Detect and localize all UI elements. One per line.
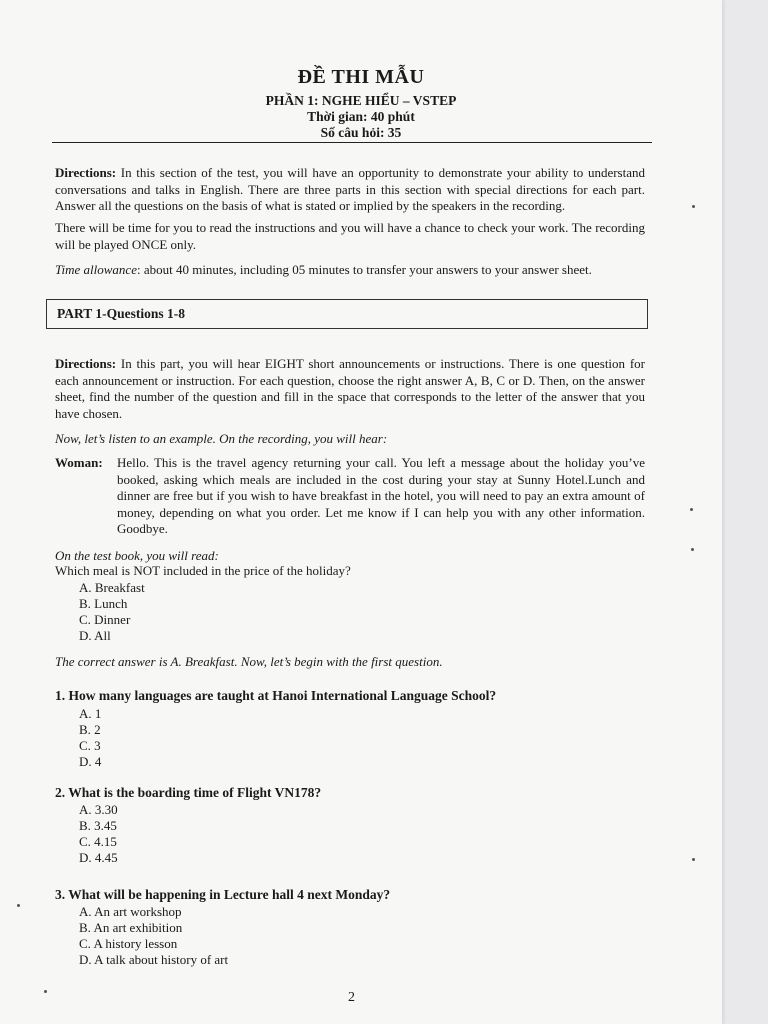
option: B. Lunch xyxy=(79,596,128,611)
option: A. 3.30 xyxy=(79,802,118,817)
speaker-text: Hello. This is the travel agency returning your call. You left a message about the holiday you’ve booked, asking which meals are included in the cost during your stay at Sunny Hotel.Lunch and dinner are free but if you wish to have breakfast in the hotel, you will need to pay an extra amount of money, depending on what you order. Let me know if I can help you with any other information. Goodbye. xyxy=(117,455,645,536)
option: D. All xyxy=(79,628,111,643)
time-allowance: Time allowance: about 40 minutes, including 05 minutes to transfer your answers to your answer sheet. xyxy=(55,262,592,277)
option: A. An art workshop xyxy=(79,904,182,919)
option: C. A history lesson xyxy=(79,936,178,951)
example-intro: Now, let’s listen to an example. On the recording, you will hear: xyxy=(55,431,388,446)
question-count: Số câu hỏi: 35 xyxy=(320,125,402,140)
option: D. 4.45 xyxy=(79,850,118,865)
scan-speck xyxy=(691,548,694,551)
part-directions: Directions: In this part, you will hear EIGHT short announcements or instructions. There is one question for each announcement or instruction. For each question, choose the right answer A, B, C or D. Then, on the answer sheet, find the number of the question and fill in the space that corresponds to the letter of the answer that you have chosen. xyxy=(55,356,645,421)
question-1: 1. How many languages are taught at Hanoi International Language School? xyxy=(55,688,497,703)
scan-speck xyxy=(17,904,20,907)
page-title: ĐỀ THI MẪU xyxy=(297,66,425,88)
option: B. 3.45 xyxy=(79,818,117,833)
scan-speck xyxy=(692,205,695,208)
header-divider xyxy=(52,142,652,143)
question-2-options xyxy=(79,802,118,866)
option: C. Dinner xyxy=(79,612,131,627)
read-intro: On the test book, you will read: xyxy=(55,548,219,563)
option: C. 4.15 xyxy=(79,834,117,849)
question-1-options xyxy=(79,706,101,770)
section-subtitle: PHẦN 1: NGHE HIỂU – VSTEP xyxy=(265,93,457,108)
option: D. 4 xyxy=(79,754,102,769)
option: A. Breakfast xyxy=(79,580,145,595)
time-limit: Thời gian: 40 phút xyxy=(307,109,415,124)
scan-speck xyxy=(690,508,693,511)
option: A. 1 xyxy=(79,706,102,721)
part-heading: PART 1-Questions 1-8 xyxy=(57,306,186,321)
scan-speck xyxy=(692,858,695,861)
speaker-label: Woman: xyxy=(55,455,103,470)
option: B. An art exhibition xyxy=(79,920,183,935)
recording-note: There will be time for you to read the instructions and you will have a chance to check your work. The recording will be played ONCE only. xyxy=(55,220,645,252)
option: D. A talk about history of art xyxy=(79,952,229,967)
part-heading-box xyxy=(46,299,648,329)
option: C. 3 xyxy=(79,738,101,753)
section-directions: Directions: In this section of the test, you will have an opportunity to demonstrate your ability to understand conversations and talks in English. There are three parts in this section with special directions for each part. Answer all the questions on the basis of what is stated or implied by the speakers in the recording. xyxy=(55,165,645,213)
example-transcript xyxy=(55,455,645,538)
correct-answer-note: The correct answer is A. Breakfast. Now, let’s begin with the first question. xyxy=(55,654,443,669)
option: B. 2 xyxy=(79,722,101,737)
question-3-options xyxy=(79,904,228,968)
example-options xyxy=(79,580,145,644)
scan-speck xyxy=(44,990,47,993)
page-number: 2 xyxy=(348,990,355,1005)
question-2: 2. What is the boarding time of Flight VN178? xyxy=(55,785,322,800)
question-3: 3. What will be happening in Lecture hall 4 next Monday? xyxy=(55,887,391,902)
example-question: Which meal is NOT included in the price of the holiday? xyxy=(55,563,351,578)
